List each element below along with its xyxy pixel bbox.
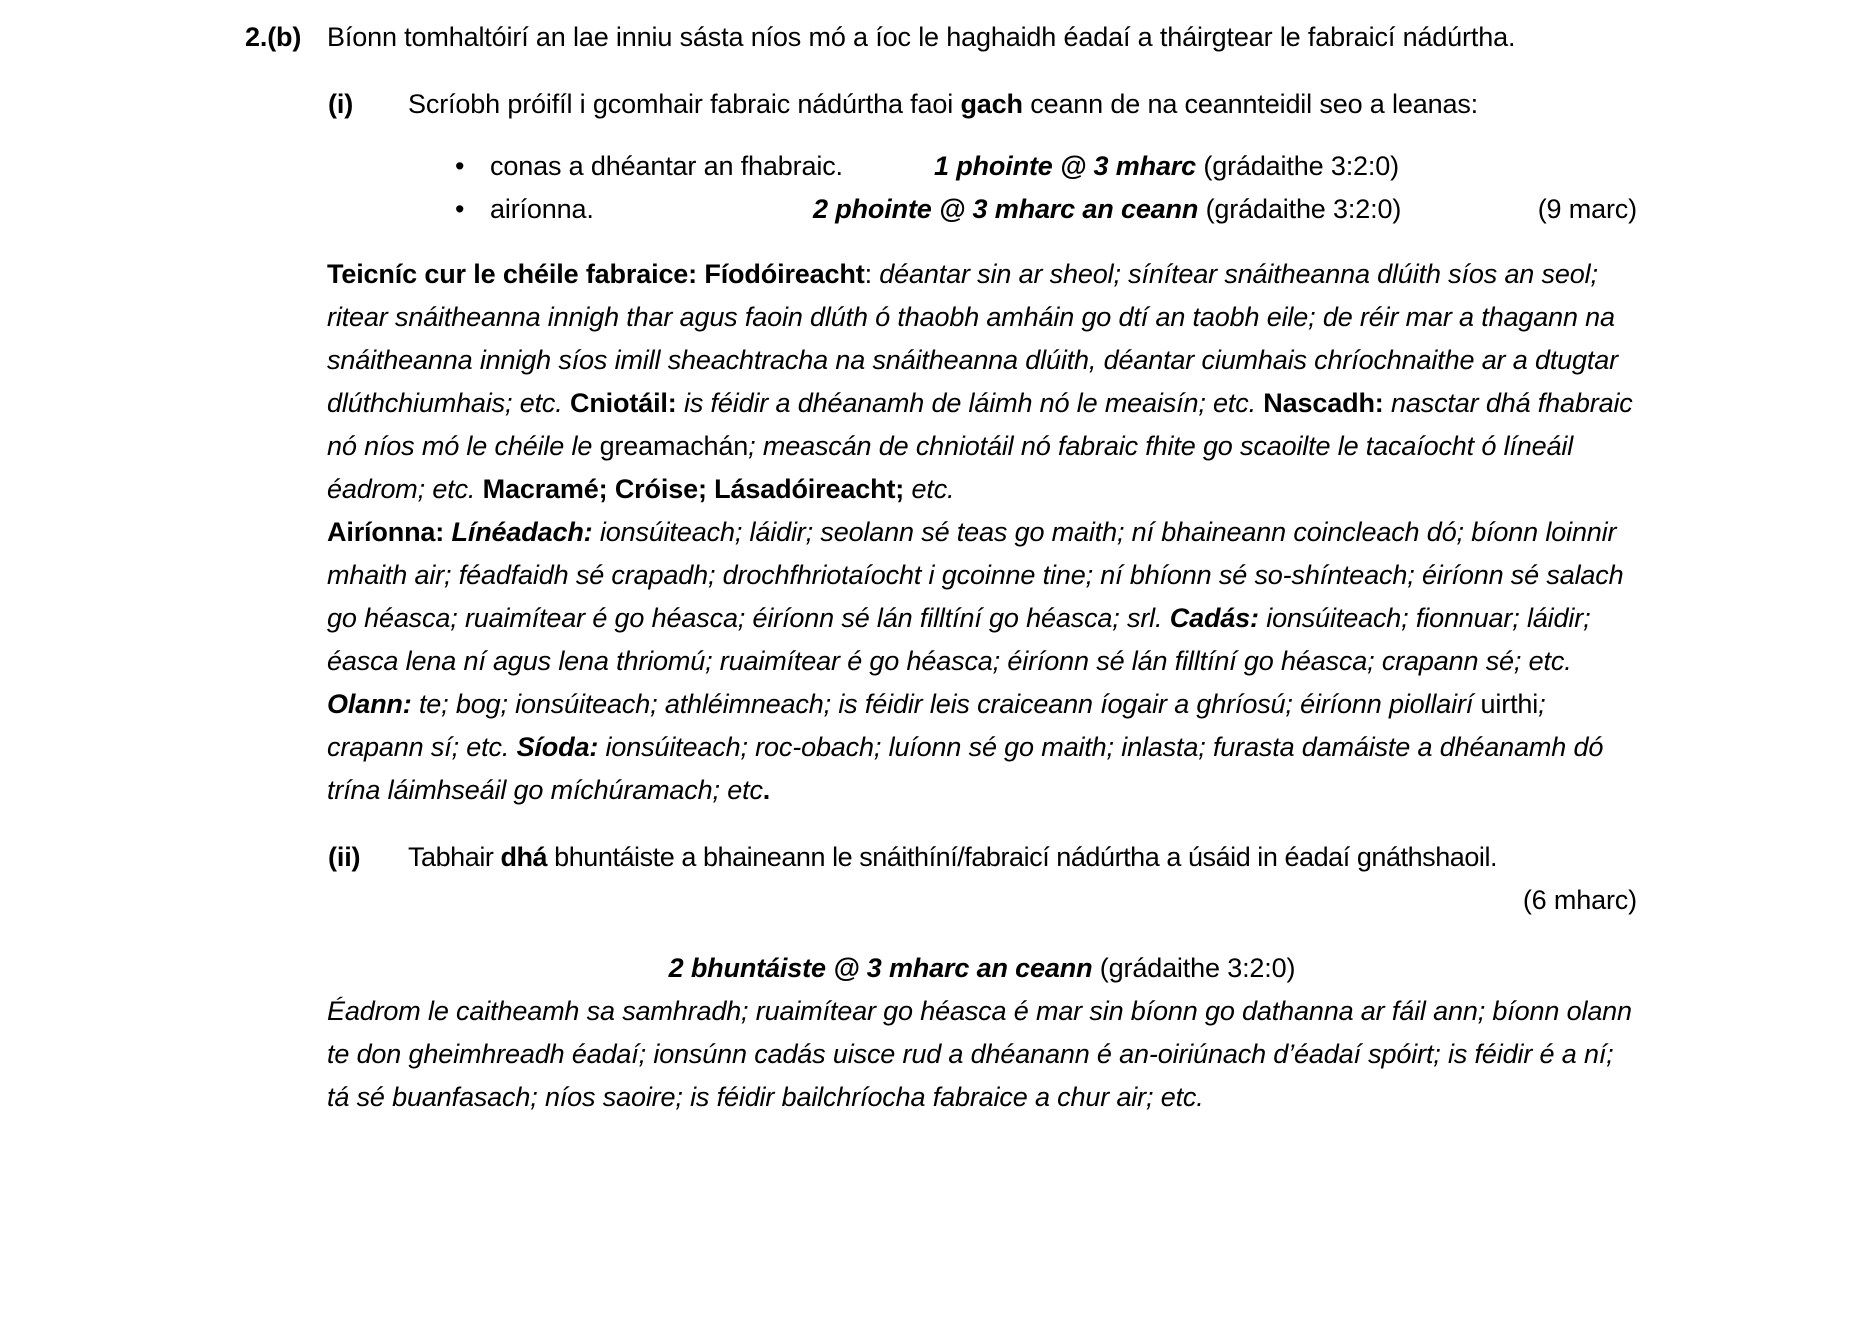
scheme-paragraph-techniques: Teicníc cur le chéile fabraice: Fíodóireacht: déantar sin ar sheol; sínítear snáitheanna dlúith síos an seol; ritear snáitheanna innigh thar agus faoin dlúth ó thaobh amháin go dtí an taobh eile; de réir mar a thagann na snáitheanna innigh síos imill sheachtracha na snáitheanna dlúith, déantar ciumhais chríochnaithe ar a dtugtar dlúthchiumhais; etc. Cniotáil: is féidir a dhéanamh de láimh nó le meaisín; etc. Nascadh: nasctar dhá fhabraic nó níos mó le chéile le greamachán; meascán de chniotáil nó fabraic fhite go scaoilte le tacaíocht ó líneáil éadrom; etc. Macramé; Cróise; Lásadóireacht; etc. [327,259,1633,504]
bullet-item-properties [455,188,1637,231]
bullet-marks-grading: (grádaithe 3:2:0) [1203,151,1399,181]
question-intro-row [245,16,1637,59]
bullet-marks [813,188,1401,231]
part-i-row [328,83,1637,126]
part-i-total-marks: (9 marc) [1537,194,1637,224]
part-ii-label: (ii) [328,842,361,872]
bullet-marks [934,145,1399,188]
scheme-paragraph-properties: Airíonna: Línéadach: ionsúiteach; láidir; seolann sé teas go maith; ní bhaineann coincleach dó; bíonn loinnir mhaith air; féadfaidh sé crapadh; drochfhriotaíocht i gcoinne tine; ní bhíonn sé so-shínteach; éiríonn sé salach go héasca; ruaimítear é go héasca; éiríonn sé lán filltíní go héasca; srl. Cadás: ionsúiteach; fionnuar; láidir; éasca lena ní agus lena thriomú; ruaimítear é go héasca; éiríonn sé lán filltíní go héasca; crapann sé; etc. Olann: te; bog; ionsúiteach; athléimneach; is féidir leis craiceann íogair a ghríosú; éiríonn piollairí uirthi; crapann sí; etc. Síoda: ionsúiteach; roc-obach; luíonn sé go maith; inlasta; furasta damáiste a dhéanamh dó trína láimhseáil go míchúramach; etc. [327,517,1624,805]
bullet-icon: • [455,194,465,224]
bullet-text: conas a dhéantar an fhabraic. [490,151,843,181]
part-ii-row [328,836,1637,879]
bullet-marks-scheme: 2 phointe @ 3 mharc an ceann [813,194,1199,224]
bullet-marks-grading: (grádaithe 3:2:0) [1205,194,1402,224]
bullet-marks-scheme: 1 phointe @ 3 mharc [934,151,1197,181]
marking-scheme-part-i [327,253,1637,812]
scheme-ii-heading: 2 bhuntáiste @ 3 mharc an ceann (grádaithe 3:2:0) [668,953,1296,983]
bullet-list [455,145,1637,231]
scheme-ii-paragraph: Éadrom le caitheamh sa samhradh; ruaimítear go héasca é mar sin bíonn go dathanna ar fáil ann; bíonn olann te don gheimhreadh éadaí; ionsúnn cadás uisce rud a dhéanann é an-oiriúnach d’éadaí spóirt; is féidir é a ní; tá sé buanfasach; níos saoire; is féidir bailchríocha fabraice a chur air; etc. [327,996,1632,1112]
part-ii-marks: (6 mharc) [1522,885,1637,915]
bullet-text: airíonna. [490,194,594,224]
question-number: 2.(b) [245,22,302,52]
bullet-icon: • [455,151,465,181]
bullet-item-how-made [455,145,1637,188]
part-ii-text: Tabhair dhá bhuntáiste a bhaineann le snáithíní/fabraicí nádúrtha a úsáid in éadaí gnáthshaoil. [408,842,1498,872]
part-i-text: Scríobh próifíl i gcomhair fabraic nádúrtha faoi gach ceann de na ceannteidil seo a leanas: [408,89,1479,119]
marking-scheme-part-ii [327,947,1637,1119]
question-intro-text: Bíonn tomhaltóirí an lae inniu sásta níos mó a íoc le haghaidh éadaí a tháirgtear le fabraicí nádúrtha. [327,22,1516,52]
part-i-label: (i) [328,89,354,119]
